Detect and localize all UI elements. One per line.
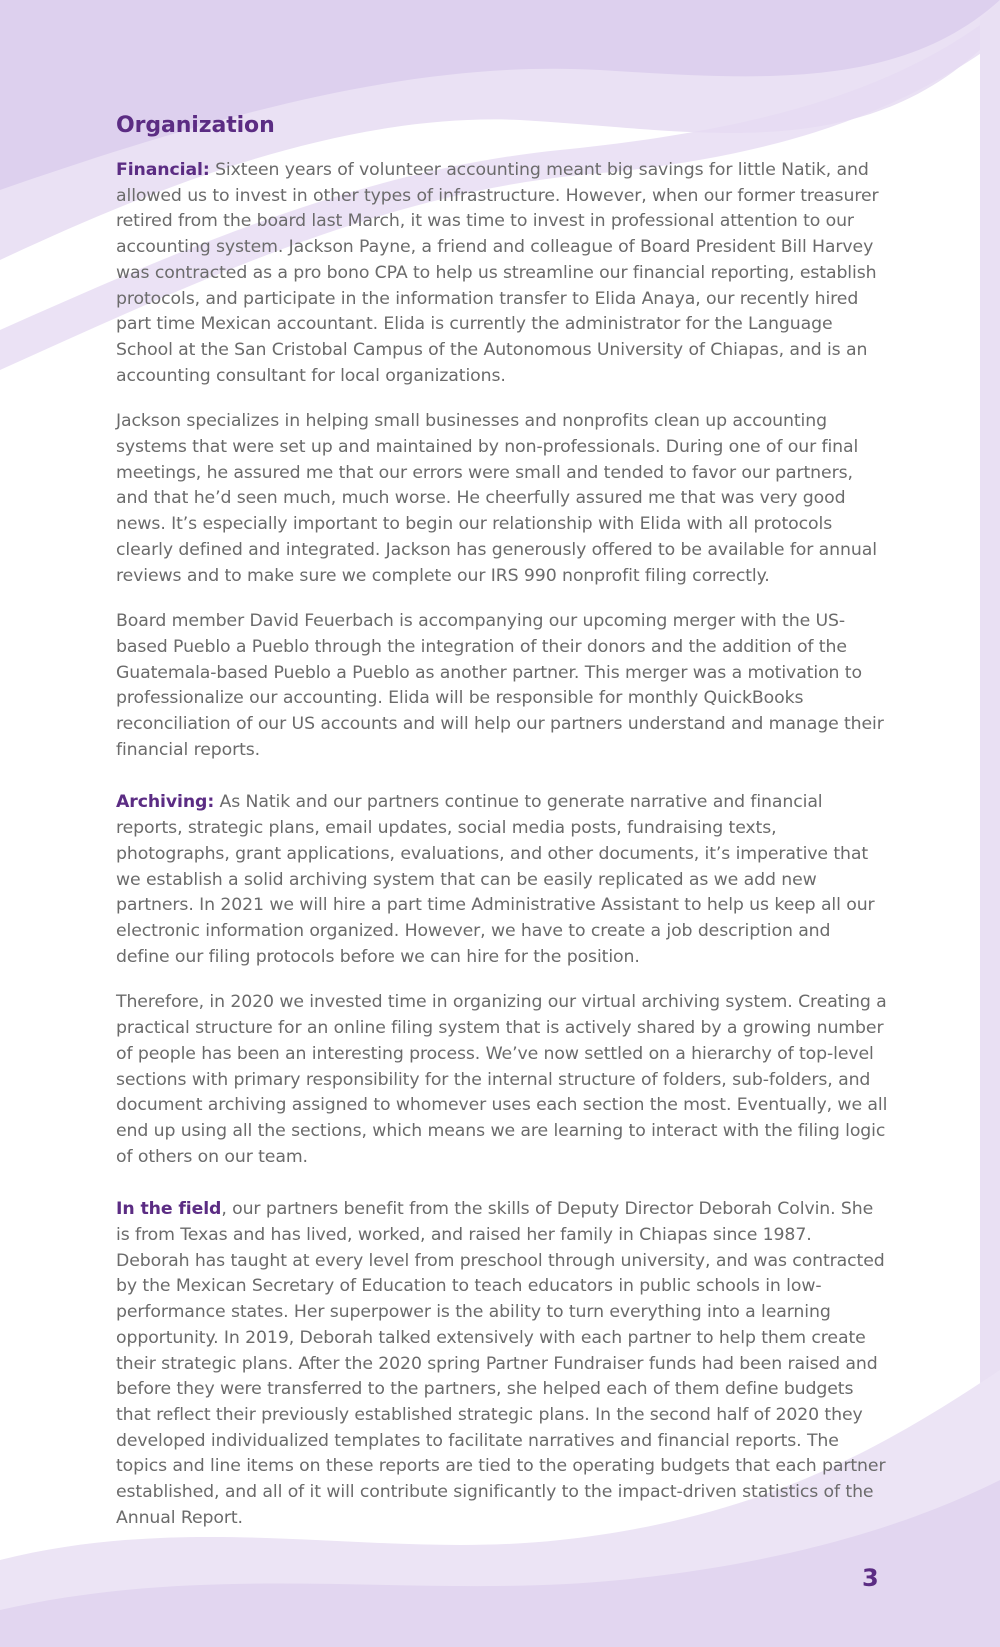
paragraph-financial [116, 158, 888, 389]
paragraph-in-the-field [116, 1197, 888, 1531]
lead-in-the-field: In the field [116, 1199, 222, 1220]
lead-archiving: Archiving: [116, 792, 215, 813]
section-heading: Organization [116, 113, 275, 138]
paragraph-jackson: Jackson specializes in helping small businesses and nonprofits clean up accounting systems that were set up and maintained by non-professionals. During one of our final meetings, he assured me that our errors were small and tended to favor our partners, and that he’d seen much, much worse. He cheerfully assured me that was very good news. It’s especially important to begin our relationship with Elida with all protocols clearly defined and integrated. Jackson has generously offered to be available for annual reviews and to make sure we complete our IRS 990 nonprofit filing correctly. [116, 411, 877, 586]
page-number: 3 [862, 1564, 879, 1592]
lead-financial: Financial: [116, 160, 210, 180]
paragraph-text: As Natik and our partners continue to generate narrative and financial reports, strategic plans, email updates, social media posts, fundraising texts, photographs, grant applications, evaluations, and other documents, it’s imperative that we establish a solid archiving system that can be easily replicated as we add new partners. In 2021 we will hire a part time Administrative Assistant to help us keep all our electronic information organized. However, we have to create a job description and define our filing protocols before we can hire for the position. [116, 792, 875, 967]
page-content [116, 112, 888, 1531]
paragraph-board-merger: Board member David Feuerbach is accompanying our upcoming merger with the US-based Pueblo a Pueblo through the integration of their donors and the addition of the Guatemala-based Pueblo a Pueblo as another partner. This merger was a motivation to professionalize our accounting. Elida will be responsible for monthly QuickBooks reconciliation of our US accounts and will help our partners understand and manage their financial reports. [116, 611, 884, 760]
paragraph-text: Sixteen years of volunteer accounting meant big savings for little Natik, and allowed us to invest in other types of infrastructure. However, when our former treasurer retired from the board last March, it was time to invest in professional attention to our accounting system. Jackson Payne, a friend and colleague of Board President Bill Harvey was contracted as a pro bono CPA to help us streamline our financial reporting, establish protocols, and participate in the information transfer to Elida Anaya, our recently hired part time Mexican accountant. Elida is currently the administrator for the Language School at the San Cristobal Campus of the Autonomous University of Chiapas, and is an accounting consultant for local organizations. [116, 160, 879, 386]
paragraph-text: , our partners benefit from the skills of Deputy Director Deborah Colvin. She is from Texas and has lived, worked, and raised her family in Chiapas since 1987. Deborah has taught at every level from preschool through university, and was contracted by the Mexican Secretary of Education to teach educators in public schools in low-performance states. Her superpower is the ability to turn everything into a learning opportunity. In 2019, Deborah talked extensively with each partner to help them create their strategic plans. After the 2020 spring Partner Fundraiser funds had been raised and before they were transferred to the partners, she helped each of them define budgets that reflect their previously established strategic plans. In the second half of 2020 they developed individualized templates to facilitate narratives and financial reports. The topics and line items on these reports are tied to the operating budgets that each partner established, and all of it will contribute significantly to the impact-driven statistics of the Annual Report. [116, 1199, 886, 1528]
paragraph-archiving-system: Therefore, in 2020 we invested time in organizing our virtual archiving system. Creating a practical structure for an online filing system that is actively shared by a growing number of people has been an interesting process. We’ve now settled on a hierarchy of top-level sections with primary responsibility for the internal structure of folders, sub-folders, and document archiving assigned to whomever uses each section the most. Eventually, we all end up using all the sections, which means we are learning to interact with the filing logic of others on our team. [116, 992, 888, 1167]
paragraph-archiving [116, 790, 888, 970]
